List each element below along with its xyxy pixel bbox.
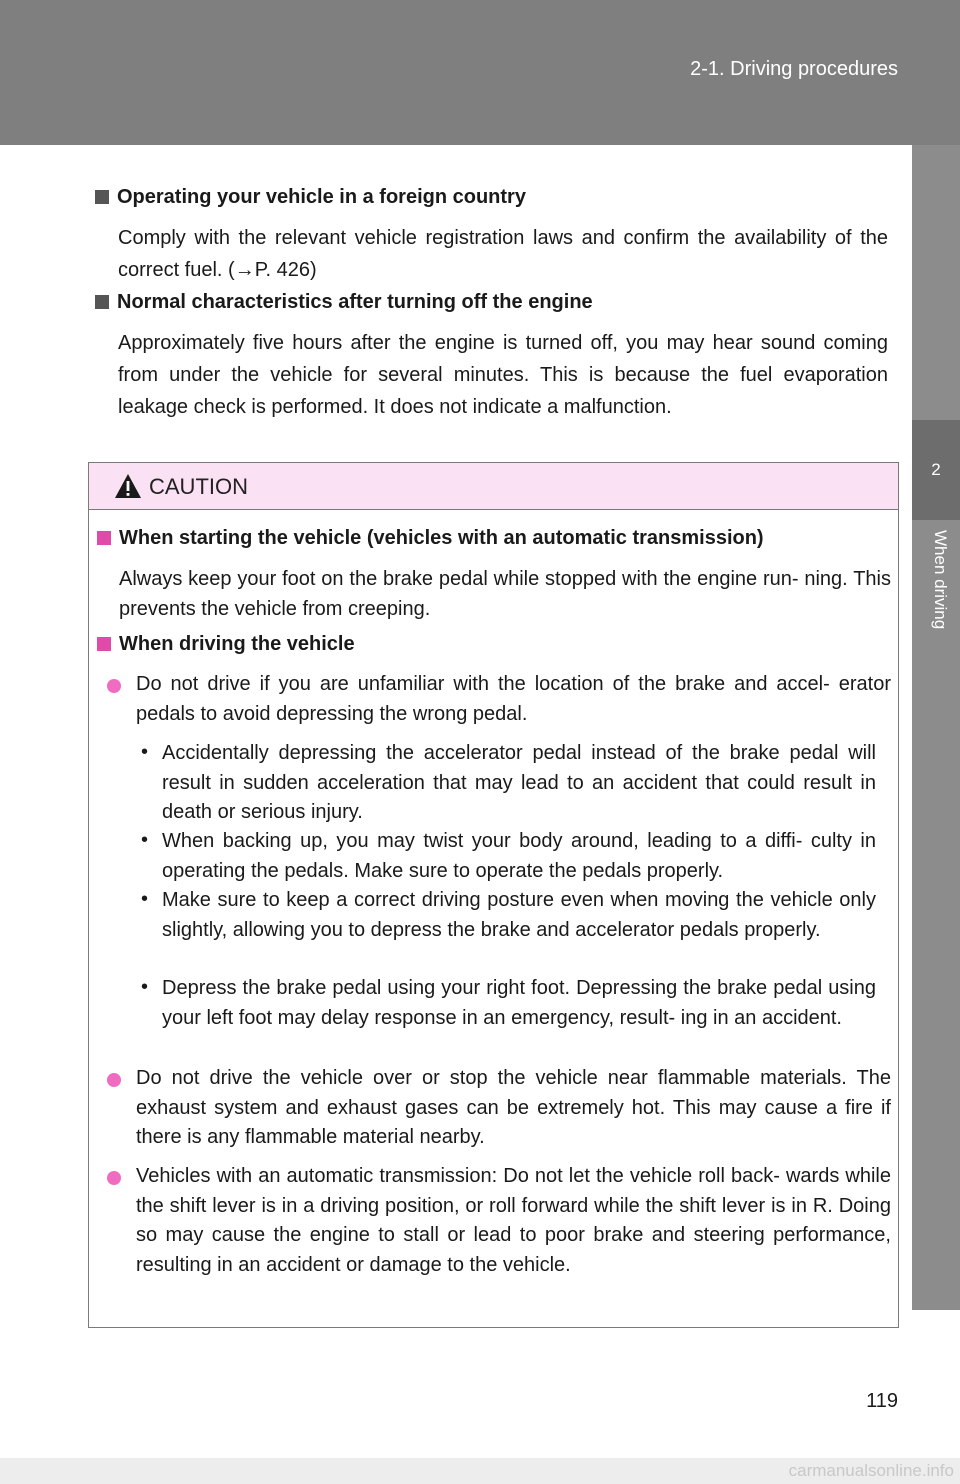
chapter-side-tab <box>912 145 960 1310</box>
page-header <box>0 0 960 145</box>
chapter-label: When driving <box>931 530 950 630</box>
caution-header <box>89 463 898 510</box>
chapter-number: 2 <box>912 420 960 520</box>
square-bullet-icon <box>97 531 111 545</box>
caution-point: Do not drive if you are unfamiliar with the location of the brake and accel- erator pedals to avoid depressing the wrong pedal. <box>136 673 891 725</box>
caution-heading: When starting the vehicle (vehicles with an automatic transmission) <box>97 527 764 550</box>
circle-bullet-icon <box>107 1073 121 1087</box>
caution-heading: When driving the vehicle <box>97 633 355 656</box>
square-bullet-icon <box>95 190 109 204</box>
caution-subpoint: When backing up, you may twist your body around, leading to a diffi- culty in operating the pedals. Make sure to operate the pedals properly. <box>162 830 876 882</box>
caution-point: Vehicles with an automatic transmission: Do not let the vehicle roll back- wards while the shift lever is in a driving position, or roll forward while the shift lever is in R. Doing so may cause the engine to stall or lead to poor brake and steering performance, resulting in an accident or damage to the vehicle. <box>136 1165 891 1276</box>
caution-box <box>88 462 899 1328</box>
caution-text: Always keep your foot on the brake pedal while stopped with the engine run- ning. This prevents the vehicle from creeping. <box>119 568 891 620</box>
caution-subpoint: Accidentally depressing the accelerator pedal instead of the brake pedal will result in sudden acceleration that may lead to an accident that could result in death or serious injury. <box>162 742 876 823</box>
footer-bar <box>0 1458 960 1484</box>
section-title: 2-1. Driving procedures <box>690 58 898 80</box>
page-number: 119 <box>866 1390 898 1412</box>
square-bullet-icon <box>97 637 111 651</box>
sub-bullet: • <box>141 976 149 998</box>
section-body: Comply with the relevant vehicle registration laws and confirm the availability of the correct fuel. (→P. 426) <box>118 227 888 281</box>
section-heading: Normal characteristics after turning off the engine <box>95 291 593 314</box>
section-heading: Operating your vehicle in a foreign country <box>95 186 526 209</box>
sub-bullet: • <box>141 829 149 851</box>
sub-bullet: • <box>141 741 149 763</box>
sub-bullet: • <box>141 888 149 910</box>
caution-subpoint: Make sure to keep a correct driving posture even when moving the vehicle only slightly, allowing you to depress the brake and accelerator pedals properly. <box>162 889 876 941</box>
caution-point: Do not drive the vehicle over or stop the vehicle near flammable materials. The exhaust system and exhaust gases can be extremely hot. This may cause a fire if there is any flammable material nearby. <box>136 1067 891 1148</box>
circle-bullet-icon <box>107 679 121 693</box>
square-bullet-icon <box>95 295 109 309</box>
warning-triangle-icon <box>114 473 142 499</box>
caution-title: CAUTION <box>149 474 248 499</box>
circle-bullet-icon <box>107 1171 121 1185</box>
watermark: carmanualsonline.info <box>788 1461 954 1480</box>
section-body: Approximately five hours after the engine is turned off, you may hear sound coming from under the vehicle for several minutes. This is because the fuel evaporation leakage check is performed. It does not indicate a malfunction. <box>118 332 888 418</box>
caution-subpoint: Depress the brake pedal using your right foot. Depressing the brake pedal using your left foot may delay response in an emergency, result- ing in an accident. <box>162 977 876 1029</box>
